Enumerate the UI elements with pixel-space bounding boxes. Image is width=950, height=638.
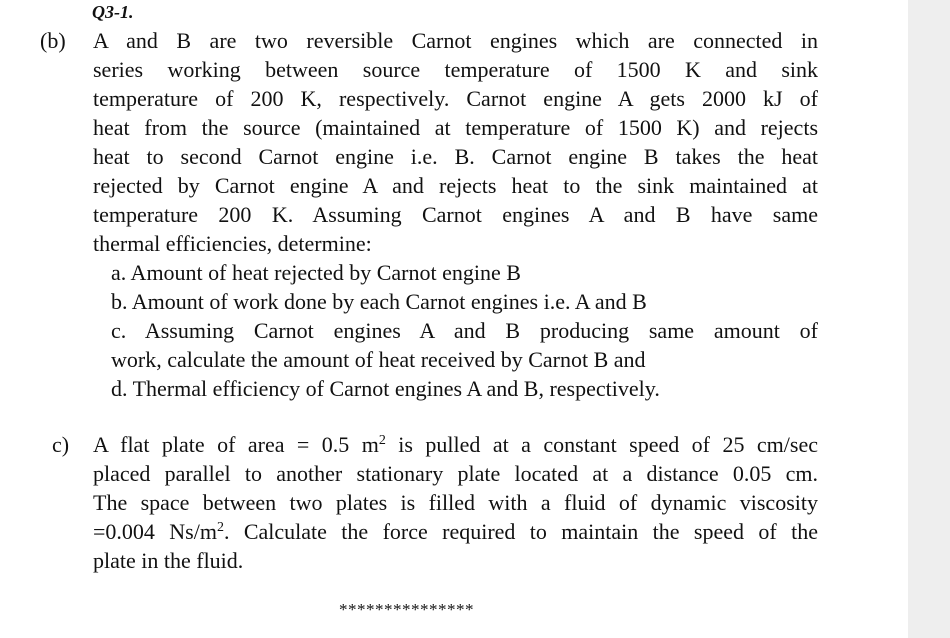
part-c-line-1-text-end: is pulled at a constant speed of 25 cm/sec [385,432,818,457]
part-b-line: heat to second Carnot engine i.e. B. Carnot engine B takes the heat [93,144,818,169]
superscript: 2 [378,433,386,448]
superscript: 2 [216,520,224,535]
part-b-line: rejected by Carnot engine A and rejects heat to the sink maintained at [93,173,818,198]
end-separator: *************** [339,600,474,619]
subitem-c: c. Assuming Carnot engines A and B producing same amount of [111,318,818,343]
part-b-line: thermal efficiencies, determine: [93,231,372,256]
part-c-line-5: plate in the fluid. [93,548,244,573]
part-c-line-1 [93,430,818,459]
part-c-line-1-text: A flat plate of area = 0.5 m [93,432,379,457]
part-b-line: temperature 200 K. Assuming Carnot engines A and B have same [93,202,818,227]
subitem-b: b. Amount of work done by each Carnot engines i.e. A and B [111,289,647,314]
part-c-line-4 [93,517,818,546]
part-c-line-4-text: =0.004 Ns/m [93,519,217,544]
page-margin-strip [908,0,950,638]
part-c-marker: c) [52,432,70,457]
part-b-subitems [111,258,818,403]
part-c-line-4-text-end: . Calculate the force required to maintain the speed of the [223,519,818,544]
part-b-marker: (b) [40,28,66,53]
subitem-d: d. Thermal efficiency of Carnot engines A and B, respectively. [111,376,660,401]
subitem-c-continued: work, calculate the amount of heat received by Carnot B and [111,347,646,372]
part-b-line: series working between source temperature of 1500 K and sink [93,57,818,82]
part-b-line: A and B are two reversible Carnot engines which are connected in [93,28,818,53]
question-label: Q3-1. [92,2,134,22]
part-c-line-3: The space between two plates is filled with a fluid of dynamic viscosity [93,490,818,515]
part-c-body [93,430,818,575]
part-b-line: heat from the source (maintained at temperature of 1500 K) and rejects [93,115,818,140]
part-c-line-2: placed parallel to another stationary plate located at a distance 0.05 cm. [93,461,818,486]
subitem-a: a. Amount of heat rejected by Carnot engine B [111,260,521,285]
part-b-line: temperature of 200 K, respectively. Carnot engine A gets 2000 kJ of [93,86,818,111]
part-b-body [93,26,818,258]
